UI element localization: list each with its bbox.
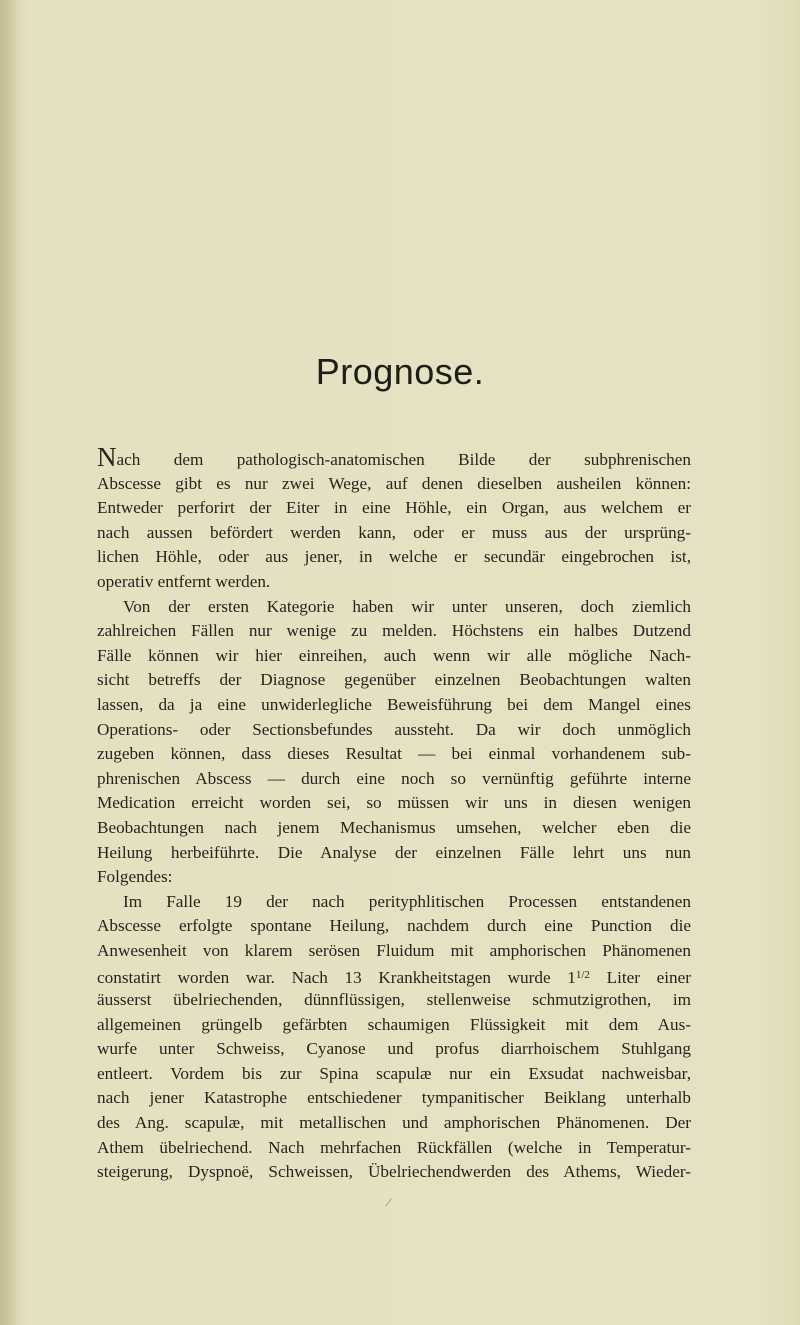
drop-cap: N (97, 442, 117, 472)
stray-mark: / (383, 1195, 393, 1212)
text-line: zahlreichen Fällen nur wenige zu melden. Höchstens ein halbes Dutzend (97, 621, 691, 641)
text-line: Abscesse erfolgte spontane Heilung, nachdem durch eine Punction die (97, 916, 691, 936)
text-line: Medication erreicht worden sei, so müssen wir uns in diesen wenigen (97, 793, 691, 813)
text-line: phrenischen Abscess — durch eine noch so vernünftig geführte interne (97, 768, 691, 788)
line-text: ach dem pathologisch-anatomischen Bilde der subphrenischen (116, 450, 691, 469)
text-line (97, 442, 691, 472)
text-line: nach aussen befördert werden kann, oder er muss aus der ursprüng- (97, 522, 691, 542)
text-line: zugeben können, dass dieses Resultat — bei einmal vorhandenem sub- (97, 744, 691, 764)
line-text: Liter einer (589, 968, 691, 988)
text-line: Abscesse gibt es nur zwei Wege, auf denen dieselben ausheilen können: (97, 473, 691, 493)
text-line: Folgendes: (97, 867, 173, 887)
text-line: Beobachtungen nach jenem Mechanismus umsehen, welcher eben die (97, 817, 691, 837)
text-line: sicht betreffs der Diagnose gegenüber einzelnen Beobachtungen walten (97, 670, 691, 690)
text-line: Im Falle 19 der nach perityphlitischen Processen entstandenen (123, 891, 691, 911)
fraction: 1/2 (575, 969, 590, 982)
text-line: Athem übelriechend. Nach mehrfachen Rückfällen (welche in Temperatur- (97, 1137, 691, 1157)
text-line: des Ang. scapulæ, mit metallischen und amphorischen Phänomenen. Der (97, 1113, 691, 1133)
text-line: Anwesenheit von klarem serösen Fluidum mit amphorischen Phänomenen (97, 940, 691, 960)
text-line: nach jener Katastrophe entschiedener tympanitischer Beiklang unterhalb (97, 1088, 691, 1108)
text-line: steigerung, Dyspnoë, Schweissen, Übelriechendwerden des Athems, Wieder- (97, 1162, 691, 1182)
text-line: lichen Höhle, oder aus jener, in welche er secundär eingebrochen ist, (97, 547, 691, 567)
text-line: Fälle können wir hier einreihen, auch wenn wir alle mögliche Nach- (97, 645, 691, 665)
text-line: entleert. Vordem bis zur Spina scapulæ nur ein Exsudat nachweisbar, (97, 1063, 691, 1083)
text-line: wurfe unter Schweiss, Cyanose und profus diarrhoischem Stuhlgang (97, 1039, 691, 1059)
body-text (97, 442, 691, 1185)
section-title: Prognose. (315, 351, 485, 392)
text-line: Von der ersten Kategorie haben wir unter unseren, doch ziemlich (123, 596, 691, 616)
text-line: allgemeinen grüngelb gefärbten schaumigen Flüssigkeit mit dem Aus- (97, 1014, 691, 1034)
text-line: Heilung herbeiführte. Die Analyse der einzelnen Fälle lehrt uns nun (97, 842, 691, 862)
page-gutter-shadow (0, 0, 22, 1325)
text-line: äusserst übelriechenden, dünnflüssigen, stellenweise schmutzigrothen, im (97, 990, 691, 1010)
text-line: operativ entfernt werden. (97, 571, 271, 591)
text-line: lassen, da ja eine unwiderlegliche Beweisführung bei dem Mangel eines (97, 694, 691, 714)
line-text: constatirt worden war. Nach 13 Krankheitstagen wurde 1 (97, 968, 576, 988)
text-line (97, 963, 691, 988)
text-line: Operations- oder Sectionsbefundes aussteht. Da wir doch unmöglich (97, 719, 691, 739)
text-line: Entweder perforirt der Eiter in eine Höhle, ein Organ, aus welchem er (97, 498, 691, 518)
